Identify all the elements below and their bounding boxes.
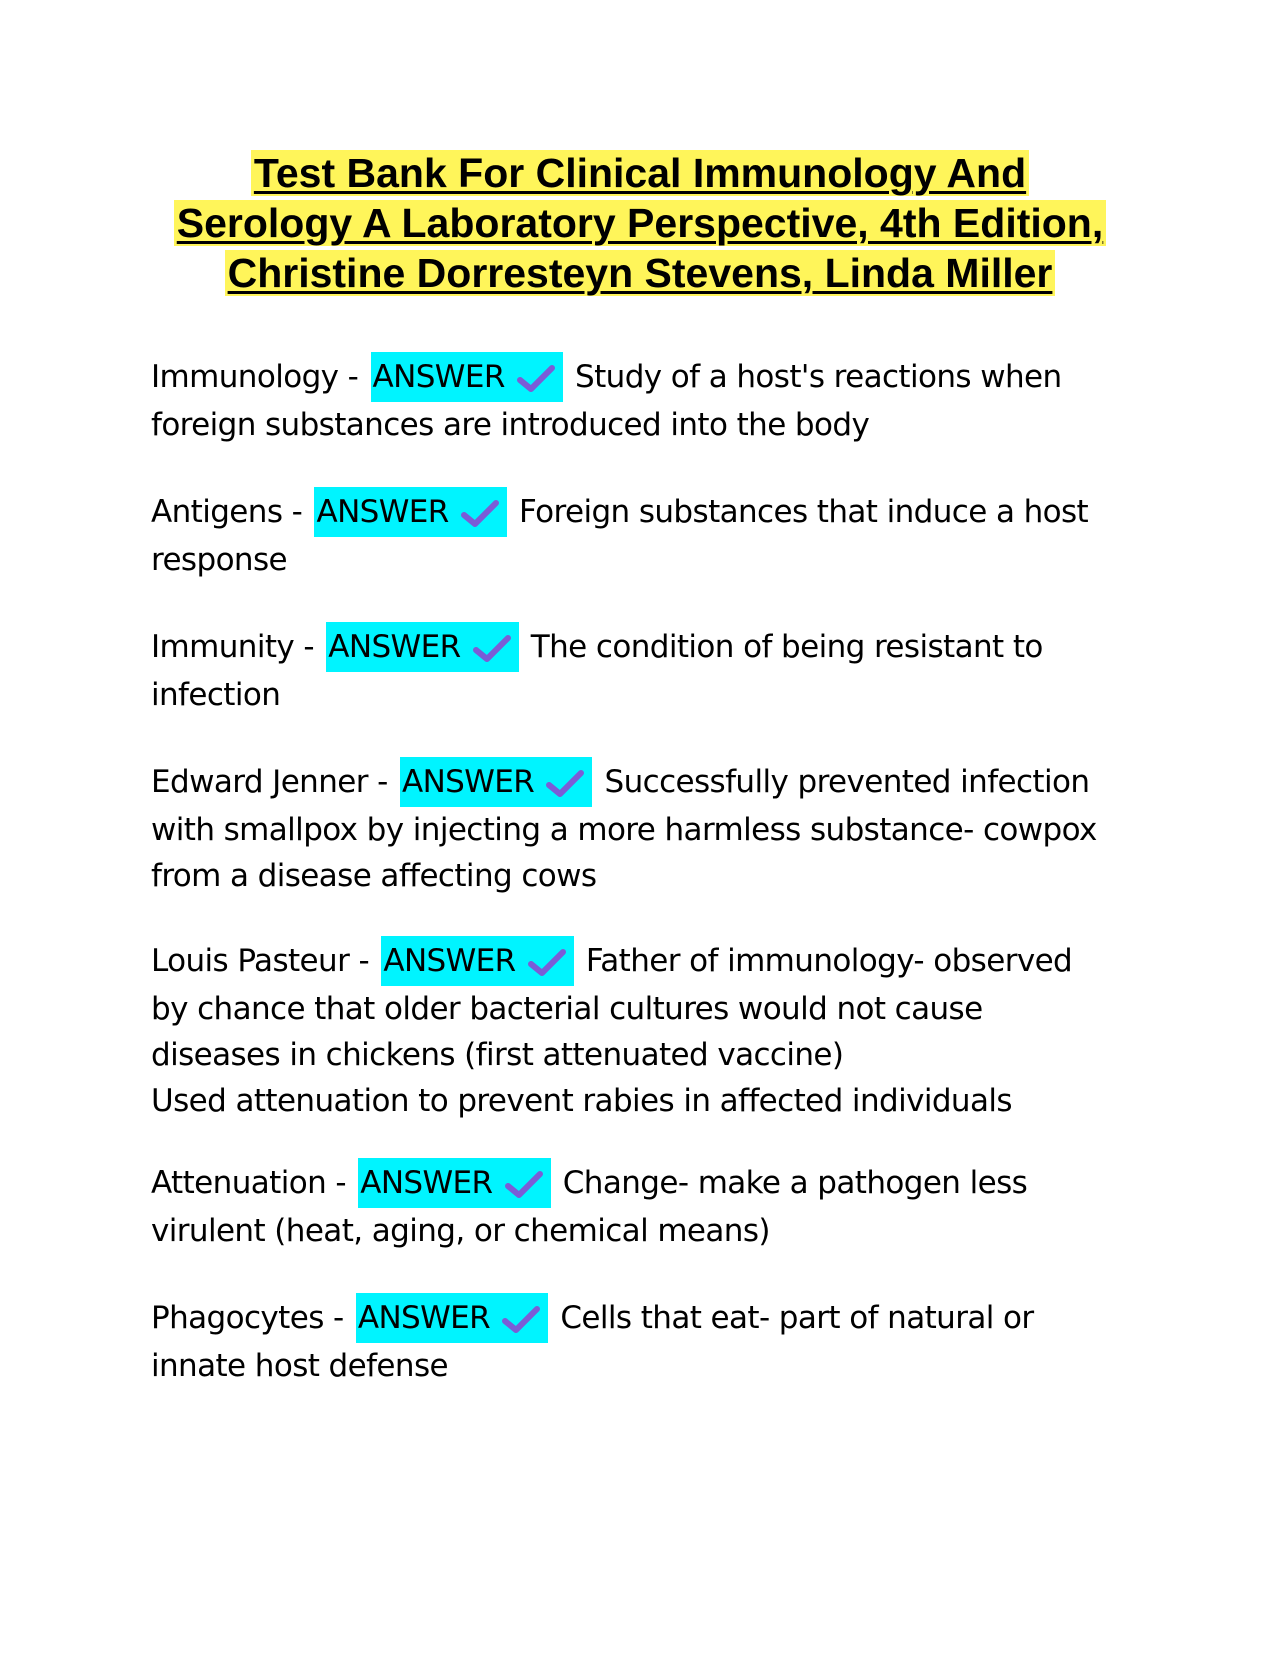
separator: - bbox=[323, 1300, 353, 1336]
qa-entry bbox=[151, 622, 1141, 718]
term: Immunology bbox=[151, 359, 339, 395]
answer-tag bbox=[371, 352, 563, 402]
qa-entry bbox=[151, 936, 1141, 1124]
page-title bbox=[120, 148, 1160, 298]
check-icon bbox=[546, 768, 584, 798]
answer-tag bbox=[356, 1293, 548, 1343]
answer-text-line: from a disease affecting cows bbox=[151, 858, 597, 894]
qa-entry bbox=[151, 487, 1141, 583]
qa-entry bbox=[151, 352, 1141, 448]
answer-label: ANSWER bbox=[328, 629, 461, 665]
title-line: Test Bank For Clinical Immunology And bbox=[120, 148, 1160, 198]
answer-tag bbox=[326, 622, 518, 672]
answer-text: The condition of being resistant to bbox=[530, 629, 1043, 665]
check-icon bbox=[505, 1169, 543, 1199]
answer-text-line: virulent (heat, aging, or chemical means) bbox=[151, 1213, 770, 1249]
check-icon bbox=[528, 947, 566, 977]
term: Louis Pasteur bbox=[151, 943, 350, 979]
answer-text: Father of immunology- observed bbox=[585, 943, 1073, 979]
check-icon bbox=[473, 633, 511, 663]
answer-tag bbox=[358, 1158, 550, 1208]
answer-text-line: Used attenuation to prevent rabies in affected individuals bbox=[151, 1083, 1012, 1119]
answer-text: Cells that eat- part of natural or bbox=[560, 1300, 1034, 1336]
qa-first-line bbox=[151, 352, 1141, 402]
term: Immunity bbox=[151, 629, 295, 665]
term: Edward Jenner bbox=[151, 764, 368, 800]
answer-label: ANSWER bbox=[360, 1165, 493, 1201]
title-line: Serology A Laboratory Perspective, 4th Edition, bbox=[120, 198, 1160, 248]
qa-entry bbox=[151, 757, 1141, 899]
qa-first-line bbox=[151, 757, 1141, 807]
qa-first-line bbox=[151, 1158, 1141, 1208]
separator: - bbox=[349, 943, 379, 979]
term: Phagocytes bbox=[151, 1300, 324, 1336]
answer-text: Study of a host's reactions when bbox=[575, 359, 1062, 395]
answer-label: ANSWER bbox=[316, 494, 449, 530]
check-icon bbox=[517, 363, 555, 393]
term: Antigens bbox=[151, 494, 283, 530]
answer-tag bbox=[400, 757, 592, 807]
answer-text-line: response bbox=[151, 542, 288, 578]
answer-label: ANSWER bbox=[372, 359, 505, 395]
answer-text: Successfully prevented infection bbox=[604, 764, 1090, 800]
qa-first-line bbox=[151, 487, 1141, 537]
answer-text-line: innate host defense bbox=[151, 1348, 448, 1384]
answer-text-line: foreign substances are introduced into the body bbox=[151, 407, 870, 443]
title-line: Christine Dorresteyn Stevens, Linda Miller bbox=[120, 248, 1160, 298]
qa-first-line bbox=[151, 936, 1141, 986]
separator: - bbox=[338, 359, 368, 395]
answer-text: Change- make a pathogen less bbox=[562, 1165, 1028, 1201]
answer-label: ANSWER bbox=[383, 943, 516, 979]
answer-tag bbox=[381, 936, 573, 986]
check-icon bbox=[502, 1304, 540, 1334]
term: Attenuation bbox=[151, 1165, 327, 1201]
separator: - bbox=[326, 1165, 356, 1201]
separator: - bbox=[294, 629, 324, 665]
answer-text: Foreign substances that induce a host bbox=[519, 494, 1089, 530]
answer-tag bbox=[314, 487, 506, 537]
qa-entry bbox=[151, 1293, 1141, 1389]
answer-text-line: infection bbox=[151, 677, 281, 713]
answer-text-line: diseases in chickens (first attenuated vaccine) bbox=[151, 1037, 844, 1073]
qa-first-line bbox=[151, 1293, 1141, 1343]
answer-label: ANSWER bbox=[357, 1300, 491, 1336]
answer-label: ANSWER bbox=[401, 764, 535, 800]
separator: - bbox=[367, 764, 397, 800]
answer-text-line: by chance that older bacterial cultures would not cause bbox=[151, 991, 983, 1027]
qa-first-line bbox=[151, 622, 1141, 672]
qa-entry bbox=[151, 1158, 1141, 1254]
separator: - bbox=[282, 494, 312, 530]
answer-text-line: with smallpox by injecting a more harmless substance- cowpox bbox=[151, 812, 1097, 848]
check-icon bbox=[461, 498, 499, 528]
